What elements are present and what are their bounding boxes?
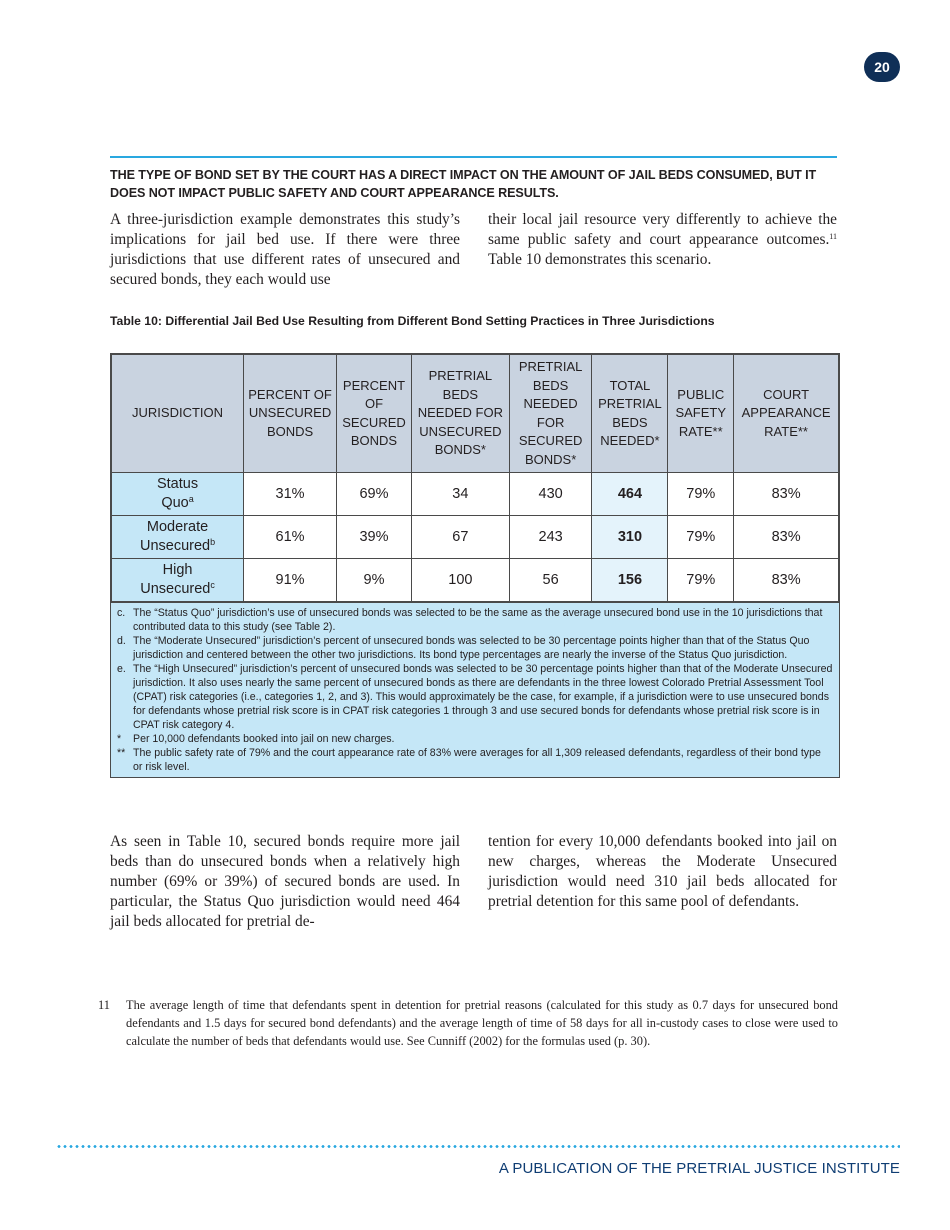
total-cell: 464 [592, 473, 668, 516]
table-cell: 67 [411, 516, 509, 559]
table-cell: 31% [244, 473, 337, 516]
page-number-badge: 20 [864, 52, 900, 82]
column-header: PRETRIAL BEDS NEEDED FOR UNSECURED BONDS* [411, 355, 509, 473]
table-cell: 100 [411, 559, 509, 602]
intro-right-text-end: Table 10 demonstrates this scenario. [488, 251, 712, 268]
footnote-ref[interactable]: 11 [829, 232, 837, 241]
column-header: PUBLIC SAFETY RATE** [668, 355, 734, 473]
table-cell: 83% [734, 473, 839, 516]
table-cell: 83% [734, 516, 839, 559]
footer-dotted-divider [56, 1145, 900, 1148]
row-header: Status Quo$^a$ [112, 473, 244, 516]
table-cell: 243 [509, 516, 592, 559]
body-paragraph-right: tention for every 10,000 defendants booked into jail on new charges, whereas the Moderate Unsecured jurisdiction would need 310 jail beds allocated for pretrial detention for this same pool of defendants. [488, 833, 837, 910]
table-cell: 83% [734, 559, 839, 602]
table-row [112, 473, 839, 516]
column-header: TOTAL PRETRIAL BEDS NEEDED* [592, 355, 668, 473]
row-header: High Unsecured$^c$ [112, 559, 244, 602]
table-cell: 79% [668, 559, 734, 602]
jail-bed-table [111, 354, 839, 602]
data-table-container [110, 353, 840, 778]
table-notes [111, 602, 839, 777]
total-cell: 156 [592, 559, 668, 602]
intro-paragraph-left: A three-jurisdiction example demonstrates this study’s implications for jail bed use. If there were three jurisdictions that use different rates of unsecured and secured bonds, they each would use [110, 211, 460, 288]
body-paragraph-left: As seen in Table 10, secured bonds require more jail beds than do unsecured bonds when a relatively high number (69% or 39%) of secured bonds are used. In particular, the Status Quo jurisdiction would need 464 jail beds allocated for pretrial de- [110, 833, 460, 930]
table-row [112, 559, 839, 602]
table-note: ** The public safety rate of 79% and the court appearance rate of 83% were averages for all 1,309 released defendants, regardless of their bond type or risk level. [117, 747, 821, 773]
row-header: Moderate Unsecured$^b$ [112, 516, 244, 559]
column-header: PRETRIAL BEDS NEEDED FOR SECURED BONDS* [509, 355, 592, 473]
footnote [98, 996, 838, 1050]
table-row [112, 516, 839, 559]
total-cell: 310 [592, 516, 668, 559]
table-cell: 9% [337, 559, 412, 602]
column-header: PERCENT OF UNSECURED BONDS [244, 355, 337, 473]
table-note: e. The “High Unsecured” jurisdiction’s percent of unsecured bonds was selected to be 30 percentage points higher than that of the Moderate Unsecured jurisdiction. It also uses nearly the same percent of unsecured bonds as there are defendants in the three lowest Colorado Pretrial Assessment Tool (CPAT) risk categories (i.e., categories 1, 2, and 3). This would approximately be the case, for example, if a jurisdiction were to use unsecured bonds for defendants whose pretrial risk score is in CPAT risk categories 1 through 3 and use secured bonds for defendants whose pretrial risk score is in CPAT risk category 4. [117, 663, 833, 731]
table-header-row [112, 355, 839, 473]
intro-paragraph-right [488, 210, 837, 270]
section-headline: THE TYPE OF BOND SET BY THE COURT HAS A DIRECT IMPACT ON THE AMOUNT OF JAIL BEDS CONSUMED, BUT IT DOES NOT IMPACT PUBLIC SAFETY AND COURT APPEARANCE RESULTS. [110, 168, 817, 200]
table-cell: 79% [668, 473, 734, 516]
table-cell: 430 [509, 473, 592, 516]
table-cell: 34 [411, 473, 509, 516]
table-cell: 91% [244, 559, 337, 602]
table-title: Table 10: Differential Jail Bed Use Resulting from Different Bond Setting Practices in Three Jurisdictions [110, 314, 715, 328]
table-note: * Per 10,000 defendants booked into jail on new charges. [117, 733, 395, 745]
table-cell: 61% [244, 516, 337, 559]
column-header: JURISDICTION [112, 355, 244, 473]
table-note: d. The “Moderate Unsecured” jurisdiction’s percent of unsecured bonds was selected to be 30 percentage points higher than that of the Status Quo jurisdiction and centered between the other two jurisdictions. Its bond type percentages are nearly the inverse of the Status Quo jurisdiction. [117, 635, 810, 661]
table-cell: 69% [337, 473, 412, 516]
section-divider [110, 156, 837, 158]
column-header: PERCENT OF SECURED BONDS [337, 355, 412, 473]
intro-right-text: their local jail resource very differently to achieve the same public safety and court appearance outcomes. [488, 211, 837, 248]
table-cell: 79% [668, 516, 734, 559]
footnote-text: The average length of time that defendants spent in detention for pretrial reasons (calculated for this study as 0.7 days for unsecured bond defendants and 1.5 days for secured bond defendants) and the average length of time of 58 days for all in-custody cases to close were used to calculate the number of beds that defendants would use. See Cunniff (2002) for the formulas used (p. 30). [126, 998, 838, 1048]
table-cell: 39% [337, 516, 412, 559]
column-header: COURT APPEARANCE RATE** [734, 355, 839, 473]
footnote-number: 11 [98, 998, 110, 1012]
table-cell: 56 [509, 559, 592, 602]
table-note: c. The “Status Quo” jurisdiction’s use of unsecured bonds was selected to be the same as the average unsecured bond use in the 10 jurisdictions that contributed data to this study (see Table 2). [117, 607, 823, 633]
publication-footer: A PUBLICATION OF THE PRETRIAL JUSTICE INSTITUTE [498, 1160, 900, 1177]
